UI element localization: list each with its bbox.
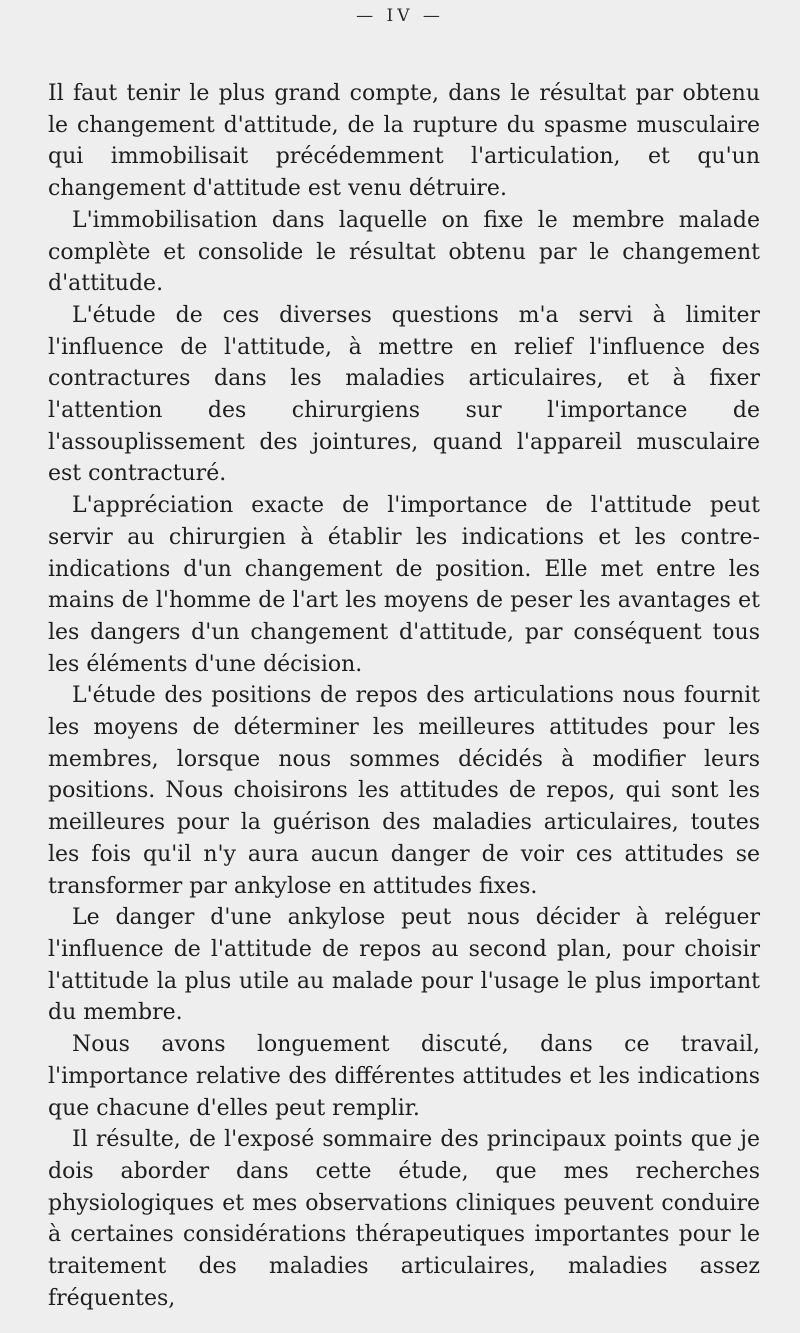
paragraph: Nous avons longuement discuté, dans ce travail, l'importance relative des différentes attitudes et les indications que chacune d'elles peut remplir. <box>48 1032 760 1121</box>
body-text <box>48 78 760 1314</box>
page-number-header: — IV — <box>356 6 444 26</box>
paragraph: Il résulte, de l'exposé sommaire des principaux points que je dois aborder dans cette étude, que mes recherches physiologiques et mes observations cliniques peuvent conduire à certaines considérations thérapeutiques importantes pour le traitement des maladies articulaires, maladies assez fréquentes, <box>48 1127 760 1311</box>
paragraph: L'immobilisation dans laquelle on fixe le membre malade complète et consolide le résultat obtenu par le changement d'attitude. <box>48 207 760 297</box>
paragraph: Il faut tenir le plus grand compte, dans le résultat par obtenu le changement d'attitude, de la rupture du spasme musculaire qui immobilisait précédemment l'articulation, et qu'un changement d'attitude est venu détruire. <box>48 81 760 202</box>
paragraph: L'étude de ces diverses questions m'a servi à limiter l'influence de l'attitude, à mettre en relief l'influence des contractures dans les maladies articulaires, et à fixer l'attention des chirurgiens sur l'importance de l'assouplissement des jointures, quand l'appareil musculaire est contracturé. <box>48 302 760 487</box>
paragraph: L'étude des positions de repos des articulations nous fournit les moyens de déterminer les meilleures attitudes pour les membres, lorsque nous sommes décidés à modifier leurs positions. Nous choisirons les attitudes de repos, qui sont les meilleures pour la guérison des maladies articulaires, toutes les fois qu'il n'y aura aucun danger de voir ces attitudes se transformer par ankylose en attitudes fixes. <box>48 683 760 899</box>
paragraph: L'appréciation exacte de l'importance de l'attitude peut servir au chirurgien à établir les indications et les contre-indications d'un changement de position. Elle met entre les mains de l'homme de l'art les moyens de peser les avantages et les dangers d'un changement d'attitude, par conséquent tous les éléments d'une décision. <box>48 493 760 677</box>
paragraph: Le danger d'une ankylose peut nous décider à reléguer l'influence de l'attitude de repos au second plan, pour choisir l'attitude la plus utile au malade pour l'usage le plus important du membre. <box>48 905 760 1026</box>
